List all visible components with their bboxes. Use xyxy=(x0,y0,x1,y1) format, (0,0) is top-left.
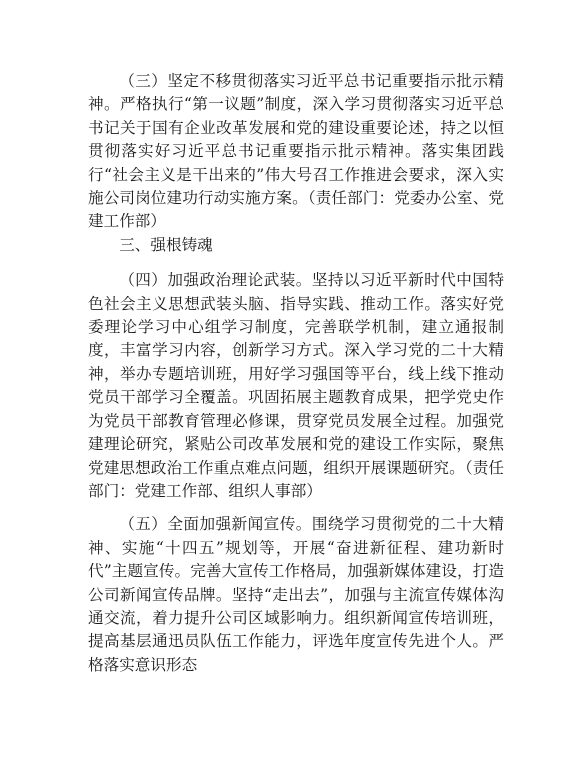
paragraph-4 xyxy=(88,269,504,503)
document-page xyxy=(88,70,504,677)
paragraph-5-body: 围绕学习贯彻党的二十大精神、实施“十四五”规划等，开展“奋进新征程、建功新时代”主题宣传。完善大宣传工作格局，加强新媒体建设，打造公司新闻宣传品牌。坚持“走出去”，加强与主流宣传媒体沟通交流，着力提升公司区域影响力。组织新闻宣传培训班，提高基层通迅员队伍工作能力，评选年度宣传先进个人。严格落实意识形态 xyxy=(88,515,504,674)
paragraph-5-heading: （五）全面加强新闻宣传。 xyxy=(119,515,312,534)
section-heading-3: 三、强根铸魂 xyxy=(119,235,213,254)
paragraph-4-body: 坚持以习近平新时代中国特色社会主义思想武装头脑、指导实践、推动工作。落实好党委理论学习中心组学习制度，完善联学机制，建立通报制度，丰富学习内容，创新学习方式。深入学习党的二十大精神，举办专题培训班，用好学习强国等平台，线上线下推动党员干部学习全覆盖。巩固拓展主题教育成果，把学党史作为党员干部教育管理必修课，贯穿党员发展全过程。加强党建理论研究，紧贴公司改革发展和党的建设工作实际，聚焦党建思想政治工作重点难点问题，组织开展课题研究。（责任部门：党建工作部、组织人事部） xyxy=(88,271,504,500)
paragraph-4-heading: （四）加强政治理论武装。 xyxy=(119,271,312,290)
paragraph-3-heading: （三）坚定不移贯彻落实习近平总书记重要指示批示精神。 xyxy=(88,72,504,114)
paragraph-5 xyxy=(88,513,504,677)
paragraph-gap xyxy=(88,503,504,513)
paragraph-3-body: 严格执行“第一议题”制度，深入学习贯彻落实习近平总书记关于国有企业改革发展和党的建设重要论述，持之以恒贯彻落实好习近平总书记重要指示批示精神。落实集团践行“社会主义是干出来的”伟大号召工作推进会要求，深入实施公司岗位建功行动实施方案。（责任部门：党委办公室、党建工作部） xyxy=(88,95,504,231)
paragraph-3 xyxy=(88,70,504,234)
